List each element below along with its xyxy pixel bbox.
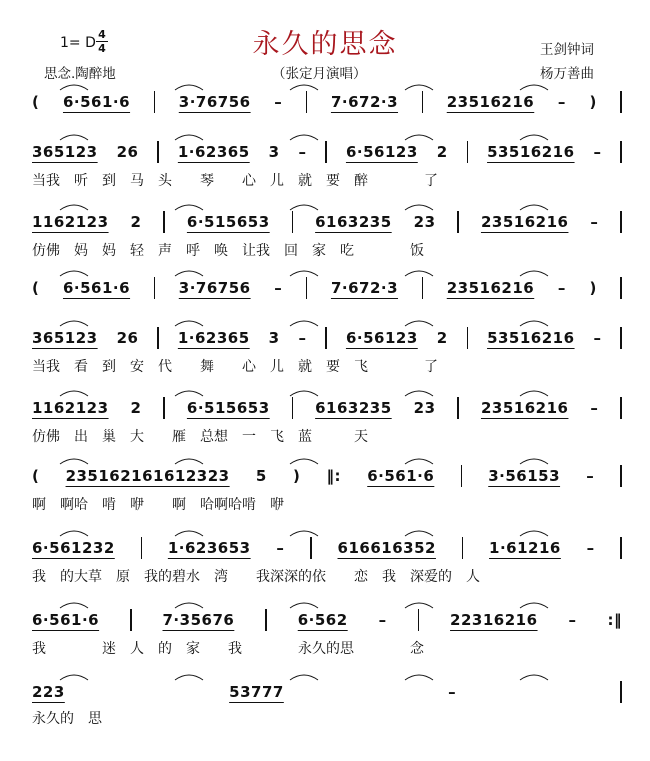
- note-group: 2: [436, 329, 448, 347]
- bar-line: [467, 327, 469, 349]
- note-group: 23516216: [480, 399, 569, 417]
- repeat-sign: ‖:: [326, 467, 342, 485]
- bar-line: [163, 397, 165, 419]
- note-group: 3: [268, 143, 280, 161]
- expression-mark: 思念.陶醉地: [44, 66, 116, 82]
- bar-line: [157, 327, 159, 349]
- dash-extension: –: [274, 93, 283, 111]
- note-group: 3·76756: [178, 279, 251, 297]
- note-group: 2: [436, 143, 448, 161]
- bar-line: [620, 465, 622, 487]
- dash-extension: –: [586, 467, 595, 485]
- note-group: 22316216: [450, 611, 538, 629]
- bar-line: [306, 277, 308, 299]
- note-group: 6·56123: [345, 329, 418, 347]
- note-group: 2: [130, 399, 142, 417]
- bar-line: [325, 141, 327, 163]
- note-group: 1·62365: [177, 143, 250, 161]
- notation-row: [32, 274, 622, 302]
- lyric-row: 永久的 思: [32, 711, 102, 727]
- note-group: 5: [255, 467, 267, 485]
- note-group: 6·561·6: [32, 611, 100, 629]
- bar-line: [620, 681, 622, 703]
- lyric-row: 仿佛 出 巢 大 雁 总想 一 飞 蓝 天: [32, 429, 368, 445]
- note-group: 1·61216: [489, 539, 561, 557]
- lyric-row: 我 迷 人 的 家 我 永久的思 念: [32, 641, 424, 657]
- bar-line: [620, 141, 622, 163]
- notation-row: [32, 534, 622, 562]
- bar-line: [620, 91, 622, 113]
- dash-extension: –: [448, 683, 457, 701]
- bar-line: [467, 141, 469, 163]
- bar-line: [141, 537, 143, 559]
- note-group: 1162123: [32, 213, 109, 231]
- bar-line: [292, 397, 294, 419]
- notation-row: [32, 606, 622, 634]
- parenthesis: ): [292, 467, 301, 485]
- note-group: 6·562: [297, 611, 348, 629]
- notation-row: [32, 462, 622, 490]
- bar-line: [306, 91, 308, 113]
- lyricist-credit: 王剑钟词: [540, 42, 594, 58]
- note-group: 23516216: [446, 93, 535, 111]
- bar-line: [457, 397, 459, 419]
- note-group: 1·62365: [177, 329, 250, 347]
- note-group: 53777: [229, 683, 284, 701]
- bar-line: [310, 537, 312, 559]
- time-signature-bottom: 4: [98, 42, 106, 55]
- dash-extension: –: [378, 611, 387, 629]
- note-group: 1·623653: [167, 539, 251, 557]
- bar-line: [163, 211, 165, 233]
- bar-line: [418, 609, 420, 631]
- dash-extension: –: [586, 539, 595, 557]
- bar-line: [461, 465, 463, 487]
- parenthesis: (: [32, 93, 40, 111]
- notation-row: [32, 394, 622, 422]
- note-group: 6·561·6: [62, 279, 131, 297]
- note-group: 616616352: [337, 539, 436, 557]
- note-group: 365123: [32, 143, 98, 161]
- bar-line: [130, 609, 132, 631]
- bar-line: [620, 327, 622, 349]
- bar-line: [462, 537, 464, 559]
- bar-line: [157, 141, 159, 163]
- dash-extension: –: [557, 279, 566, 297]
- bar-line: [292, 211, 294, 233]
- note-group: 23516216: [446, 279, 535, 297]
- time-signature-top: 4: [98, 28, 106, 41]
- bar-line: [154, 91, 156, 113]
- note-group: 7·672·3: [330, 279, 399, 297]
- dash-extension: –: [568, 611, 577, 629]
- notation-row: [32, 88, 622, 116]
- note-group: 23: [413, 399, 436, 417]
- bar-line: [620, 397, 622, 419]
- parenthesis: (: [32, 467, 40, 485]
- notation-row: [32, 208, 622, 236]
- lyric-row: 当我 听 到 马 头 琴 心 儿 就 要 醉 了: [32, 173, 438, 189]
- note-group: 365123: [32, 329, 98, 347]
- dash-extension: –: [557, 93, 566, 111]
- note-group: 6163235: [315, 213, 392, 231]
- note-group: 53516216: [487, 143, 575, 161]
- note-group: 7·35676: [162, 611, 235, 629]
- bar-line: [620, 537, 622, 559]
- notation-row: [32, 138, 622, 166]
- note-group: 3·76756: [178, 93, 251, 111]
- bar-line: [265, 609, 267, 631]
- note-group: 235162161612323: [65, 467, 230, 485]
- dash-extension: –: [274, 279, 283, 297]
- note-group: 223: [32, 683, 65, 701]
- bar-line: [620, 211, 622, 233]
- note-group: 53516216: [487, 329, 575, 347]
- note-group: 6·515653: [186, 399, 270, 417]
- dash-extension: –: [593, 329, 602, 347]
- bar-line: [422, 91, 424, 113]
- note-group: 6·515653: [186, 213, 270, 231]
- lyric-row: 仿佛 妈 妈 轻 声 呼 唤 让我 回 家 吃 饭: [32, 243, 424, 259]
- notation-row: [32, 324, 622, 352]
- lyric-row: 我 的大草 原 我的碧水 湾 我深深的依 恋 我 深爱的 人: [32, 569, 480, 585]
- dash-extension: –: [590, 213, 599, 231]
- note-group: 23516216: [480, 213, 569, 231]
- note-group: 6·56123: [345, 143, 418, 161]
- repeat-sign: :‖: [607, 611, 622, 629]
- dash-extension: –: [276, 539, 285, 557]
- composer-credit: 杨万善曲: [540, 66, 594, 82]
- notation-row: [32, 678, 622, 706]
- singer-credit: （张定月演唱）: [272, 66, 367, 82]
- note-group: 3: [268, 329, 280, 347]
- bar-line: [154, 277, 156, 299]
- note-group: 1162123: [32, 399, 109, 417]
- note-group: 6163235: [315, 399, 392, 417]
- dash-extension: –: [298, 143, 307, 161]
- note-group: 26: [116, 143, 139, 161]
- note-group: 3·56153: [488, 467, 561, 485]
- parenthesis: (: [32, 279, 40, 297]
- note-group: 6·561232: [32, 539, 115, 557]
- time-signature: [96, 29, 108, 54]
- note-group: 2: [130, 213, 142, 231]
- note-group: 7·672·3: [330, 93, 399, 111]
- bar-line: [457, 211, 459, 233]
- bar-line: [620, 277, 622, 299]
- bar-line: [422, 277, 424, 299]
- lyric-row: 啊 啊哈 啃 咿 啊 哈啊哈啃 咿: [32, 497, 284, 513]
- note-group: 26: [116, 329, 139, 347]
- dash-extension: –: [593, 143, 602, 161]
- note-group: 6·561·6: [62, 93, 131, 111]
- song-title: 永久的思念: [252, 29, 398, 60]
- note-group: 6·561·6: [367, 467, 435, 485]
- key-signature: 1= D: [60, 35, 96, 51]
- parenthesis: ): [589, 279, 597, 297]
- note-group: 23: [413, 213, 436, 231]
- bar-line: [325, 327, 327, 349]
- dash-extension: –: [298, 329, 307, 347]
- parenthesis: ): [589, 93, 597, 111]
- dash-extension: –: [590, 399, 599, 417]
- lyric-row: 当我 看 到 安 代 舞 心 儿 就 要 飞 了: [32, 359, 438, 375]
